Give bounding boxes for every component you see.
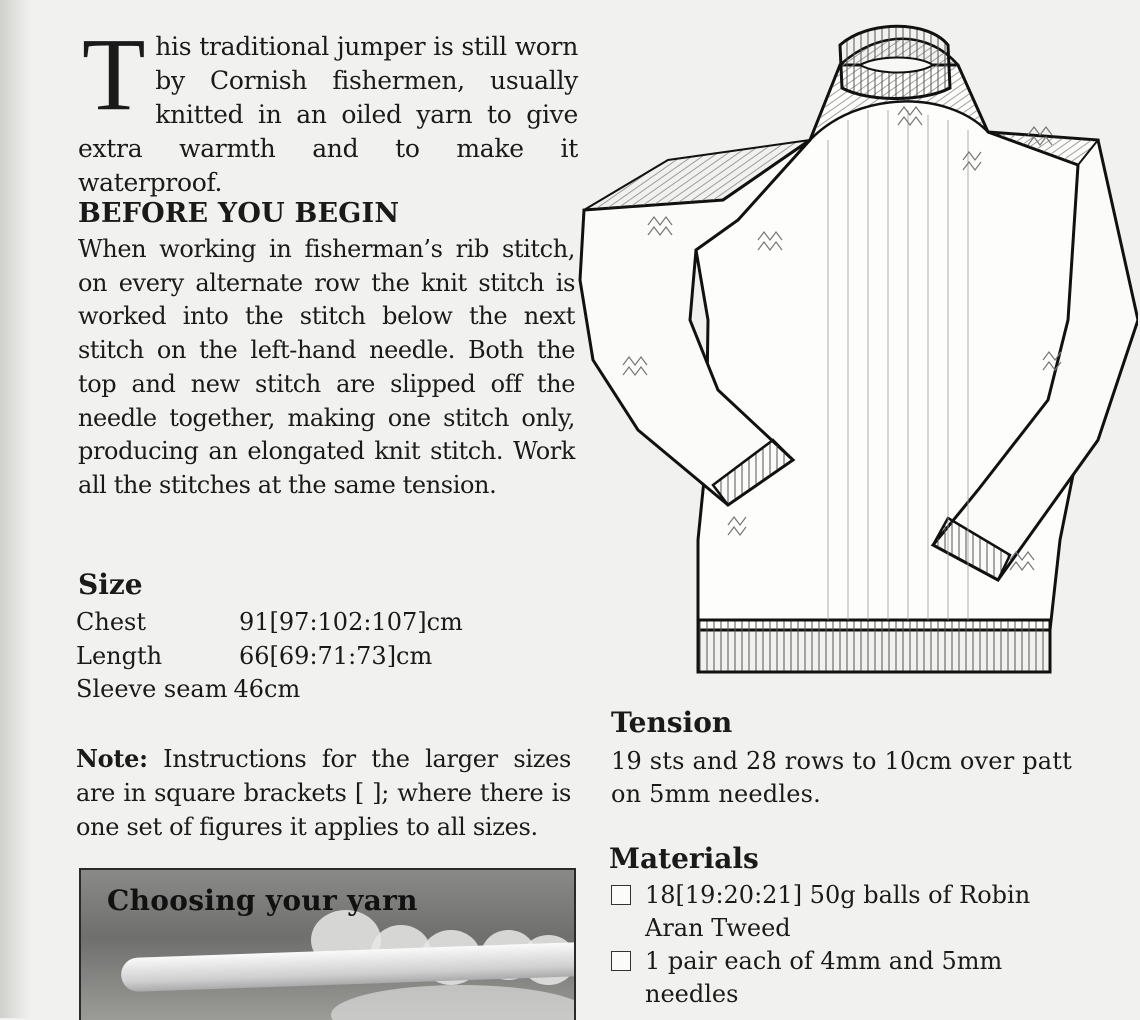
before-you-begin-heading: BEFORE YOU BEGIN xyxy=(78,198,400,229)
intro-paragraph xyxy=(78,17,578,200)
checkbox-icon[interactable] xyxy=(611,885,631,905)
materials-item-text: 18[19:20:21] 50g balls of Robin Aran Tweed xyxy=(645,881,1031,942)
waist-rib xyxy=(698,620,1050,672)
drop-cap: T xyxy=(82,17,146,132)
tension-text: 19 sts and 28 rows to 10cm over patt on 5mm needles. xyxy=(611,747,1072,808)
size-label: Length xyxy=(76,641,163,670)
size-label: Chest xyxy=(76,608,146,636)
note-label: Note: xyxy=(76,744,148,773)
before-you-begin-text: When working in fisherman’s rib stitch, on every alternate row the knit stitch is worked into the stitch below the next stitch on the left-hand needle. Both the top and new stitch are slipped off the needle together, making one stitch only, producing an elongated knit stitch. Work all the stitches at the same tension. xyxy=(78,235,575,499)
checkbox-icon[interactable] xyxy=(611,951,631,971)
sweater-illustration xyxy=(578,20,1138,680)
size-value: 91[97:102:107]cm xyxy=(239,608,463,636)
size-value: 46cm xyxy=(233,675,301,703)
size-value: 66[69:71:73]cm xyxy=(239,641,433,670)
materials-item xyxy=(611,879,1081,945)
materials-item-text: 1 pair each of 4mm and 5mm needles xyxy=(645,947,1003,1008)
knitting-needle-photo xyxy=(121,942,576,992)
neck-opening xyxy=(860,58,933,73)
note-paragraph xyxy=(76,742,571,844)
yarn-fabric xyxy=(331,985,576,1020)
size-table xyxy=(76,606,463,707)
materials-heading: Materials xyxy=(609,842,759,875)
size-row-length xyxy=(76,640,463,674)
size-heading: Size xyxy=(78,568,143,601)
page-gutter-shade xyxy=(0,0,30,1018)
size-label: Sleeve seam xyxy=(76,675,228,703)
note-text: Instructions for the larger sizes are in square brackets [ ]; where there is one set of figures it applies to all sizes. xyxy=(76,745,571,841)
materials-list xyxy=(611,879,1081,1011)
size-row-sleeve-seam xyxy=(76,673,463,707)
intro-text: his traditional jumper is still worn by Cornish fishermen, usually knitted in an oiled yarn to give extra warmth and to make it waterproof. xyxy=(78,32,578,197)
yarn-box-title: Choosing your yarn xyxy=(107,884,418,917)
materials-item xyxy=(611,945,1081,1011)
size-row-chest xyxy=(76,606,463,640)
choosing-yarn-panel xyxy=(79,868,576,1020)
tension-heading: Tension xyxy=(611,706,733,739)
